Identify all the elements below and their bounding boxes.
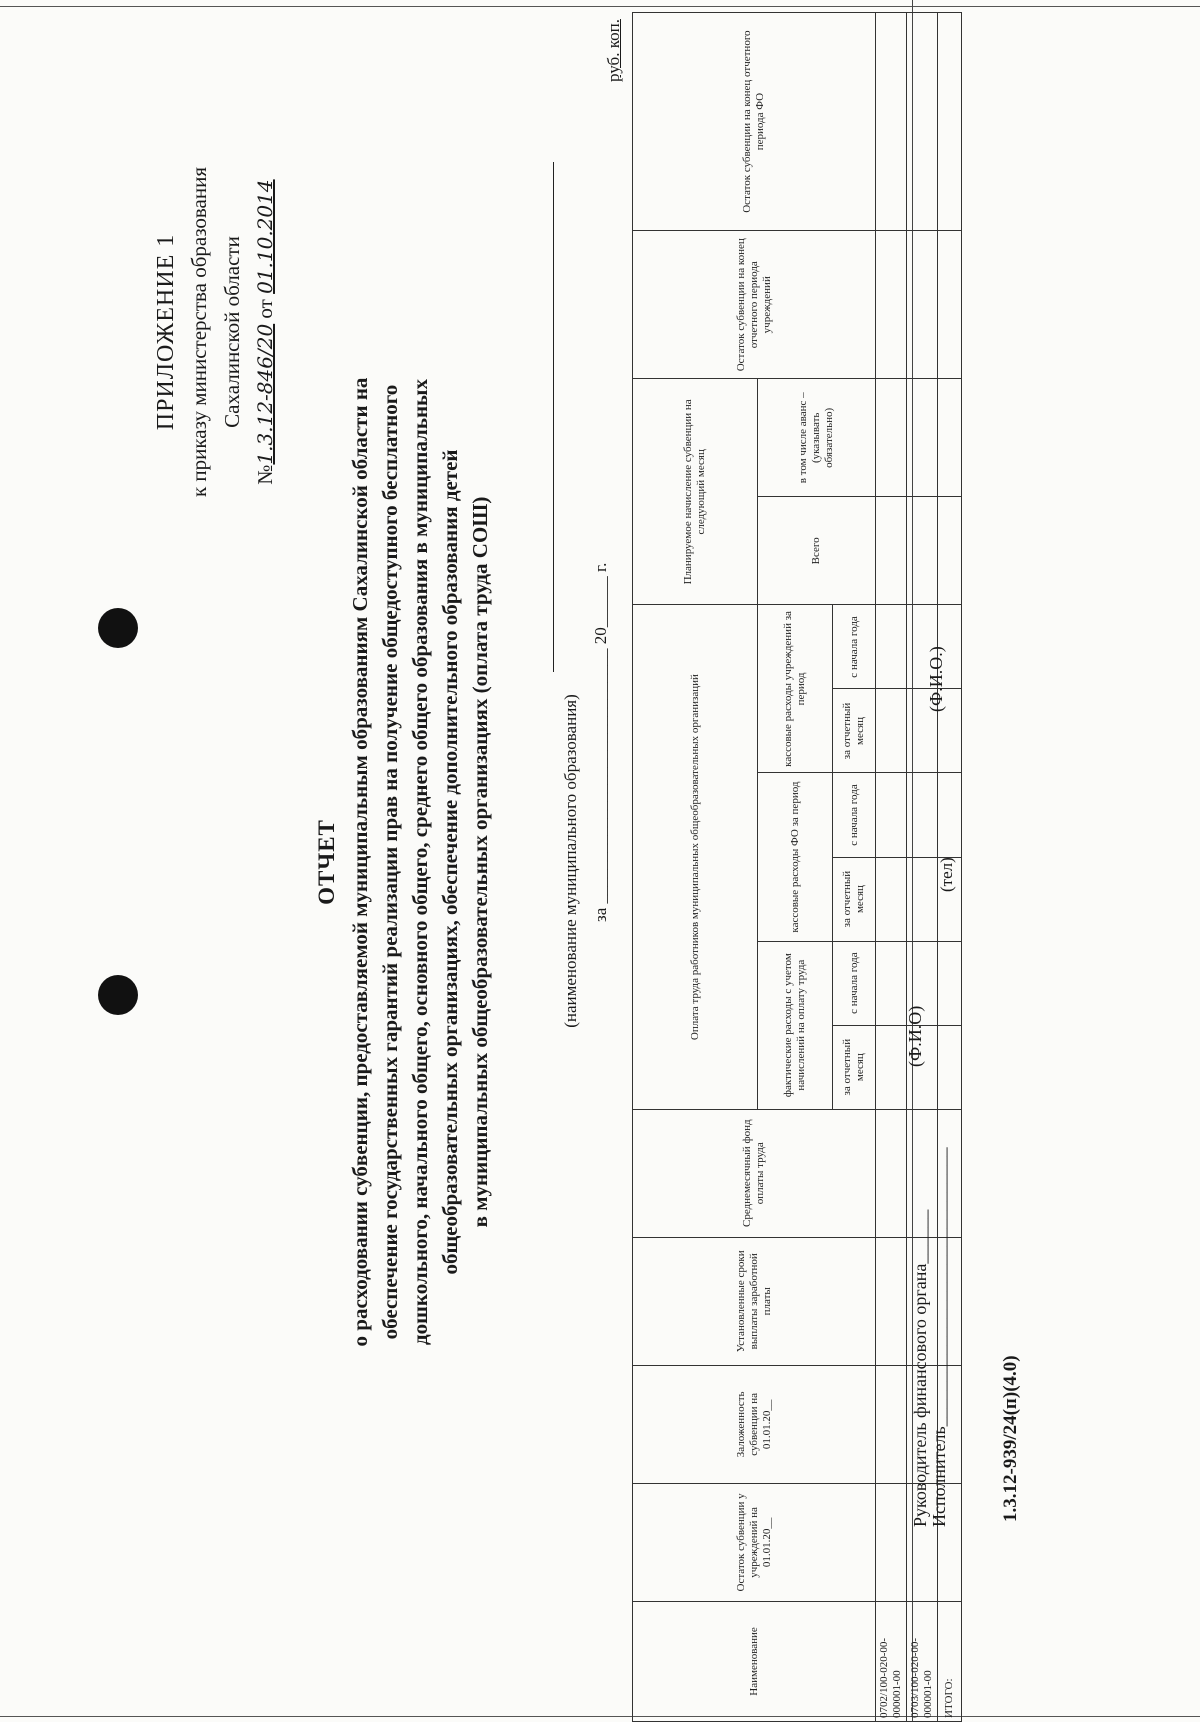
col-balance-start: Остаток субвенции у учреждений на 01.01.20__ [633,1483,876,1601]
table-row [876,13,907,1722]
col-cash-inst: кассовые расходы учреждений за период [758,605,833,773]
col-planned-total: Всего [758,497,876,605]
head-fio: (Ф.И.О) [905,1005,925,1067]
col-wages-group: Оплата труда работников муниципальных общеобразовательных организаций [633,605,758,1109]
executor-tel: (тел) [937,857,956,892]
executor-fio: (Ф.И.О.) [926,646,946,712]
report-subtitle-line: о расходовании субвенции, предоставляемой муниципальным образованиям Сахалинской области на [348,377,372,1347]
date-prefix: от [253,299,277,319]
report-title: ОТЧЕТ [314,819,339,905]
col-monthly-fund: Среднемесячный фонд оплаты труда [633,1109,876,1237]
head-signature-line: Руководитель финансового органа______ [910,1209,930,1527]
period-year: 20 [591,627,610,645]
municipality-blank-line [553,162,554,672]
row-code: 0702/100-020-00-000001-00 [876,1601,907,1721]
order-number: 1.3.12-846/20 [253,323,277,465]
col-planned: Планируемое начисление субвенции на следующий месяц [633,379,758,605]
head-label: Руководитель финансового органа [910,1263,930,1527]
period-prefix: за [591,907,610,922]
municipality-caption: (наименование муниципального образования) [561,694,580,1028]
col-actual-month: за отчетный месяц [833,1025,876,1109]
col-balance-inst-end: Остаток субвенции на конец отчетного периода учреждений [633,231,876,379]
col-actual-expenses: фактические расходы с учетом начислений на оплату труда [758,941,833,1109]
col-actual-year: с начала года [833,941,876,1025]
col-cash-inst-month: за отчетный месяц [833,689,876,773]
number-prefix: № [253,464,277,485]
row-code: 0703/100-020-00-000001-00 [907,1601,938,1721]
total-label: ИТОГО: [938,1601,962,1721]
col-cash-fo-month: за отчетный месяц [833,857,876,941]
col-cash-fo: кассовые расходы ФО за период [758,773,833,941]
appendix-order-number [249,72,282,592]
appendix-title: ПРИЛОЖЕНИЕ 1 [153,233,179,431]
report-subtitle-line: в муниципальных общеобразовательных организациях (оплата труда СОШ) [468,496,492,1228]
report-period: за ______________________________ 20______ г. [591,562,610,922]
col-pay-terms: Установленные сроки выплаты заработной платы [633,1237,876,1365]
col-balance-fo-end: Остаток субвенции на конец отчетного периода ФО [633,13,876,231]
col-cash-inst-year: с начала года [833,605,876,689]
report-heading [312,202,495,1522]
executor-signature-line: Исполнитель_______________________________ [929,1147,949,1527]
col-name: Наименование [633,1601,876,1721]
period-suffix: г. [591,562,610,572]
order-date: 01.10.2014 [253,179,277,294]
col-planned-advance: в том числе аванс – (указывать обязательно) [758,379,876,497]
appendix-line-2: Сахалинской области [220,236,244,428]
document-code: 1.3.12-939/24(п)(4.0) [1000,1355,1021,1522]
appendix-line-1: к приказу министерства образования [187,166,211,498]
report-subtitle-line: обеспечение государственных гарантий реализации прав на получение общедоступного бесплатного [378,384,402,1340]
units-label: руб. коп. [604,19,623,82]
col-cash-fo-year: с начала года [833,773,876,857]
report-subtitle-line: дошкольного, начального общего, основного общего, среднего общего образования в муниципальных [408,379,432,1345]
executor-label: Исполнитель [929,1426,949,1527]
col-debt: Заложенность субвенции на 01.01.20__ [633,1365,876,1483]
appendix-block [150,72,282,592]
report-subtitle-line: общеобразовательных организациях, обеспечение дополнительного образования детей [438,449,462,1275]
